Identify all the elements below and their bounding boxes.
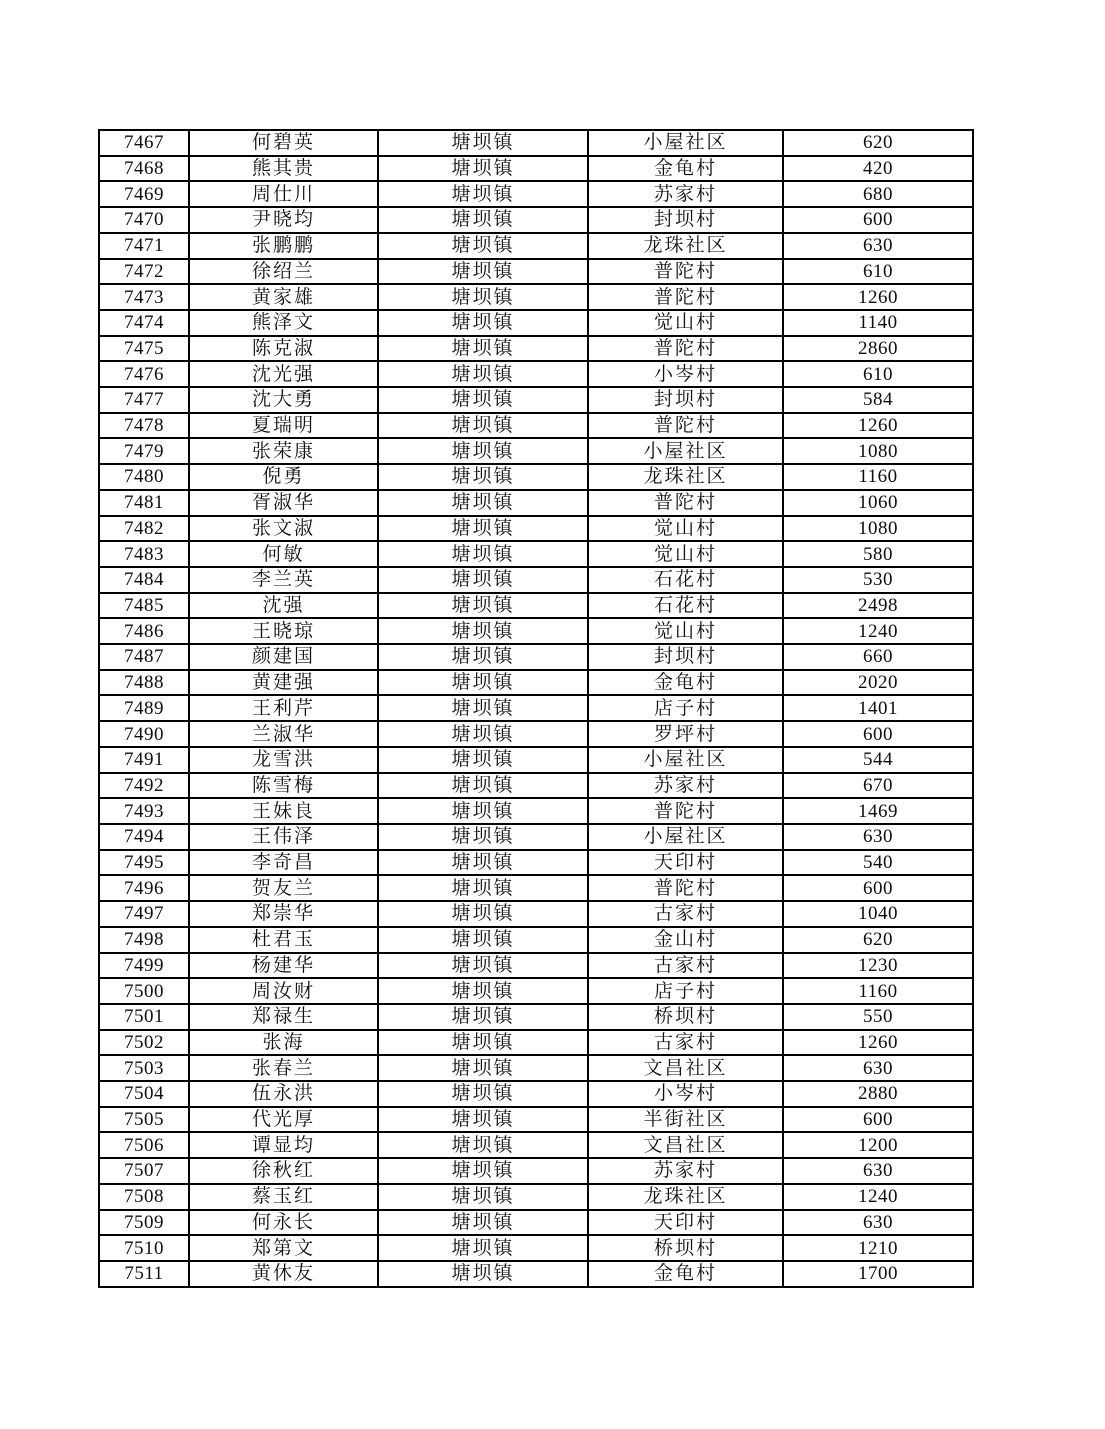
cell-amount: 670: [783, 773, 973, 799]
cell-town: 塘坝镇: [378, 541, 588, 567]
cell-town: 塘坝镇: [378, 1107, 588, 1133]
cell-town: 塘坝镇: [378, 207, 588, 233]
cell-town: 塘坝镇: [378, 130, 588, 156]
cell-amount: 1210: [783, 1235, 973, 1261]
cell-amount: 1700: [783, 1261, 973, 1287]
cell-amount: 584: [783, 387, 973, 413]
cell-name: 王妹良: [189, 798, 378, 824]
cell-village: 石花村: [588, 567, 783, 593]
cell-town: 塘坝镇: [378, 875, 588, 901]
cell-amount: 580: [783, 541, 973, 567]
cell-name: 何敏: [189, 541, 378, 567]
cell-name: 龙雪洪: [189, 747, 378, 773]
cell-serial: 7488: [99, 670, 189, 696]
table-row: [99, 1081, 973, 1107]
table-row: [99, 978, 973, 1004]
cell-town: 塘坝镇: [378, 1081, 588, 1107]
cell-name: 张春兰: [189, 1055, 378, 1081]
cell-name: 伍永洪: [189, 1081, 378, 1107]
cell-name: 何永长: [189, 1210, 378, 1236]
cell-name: 夏瑞明: [189, 413, 378, 439]
cell-name: 陈雪梅: [189, 773, 378, 799]
cell-village: 石花村: [588, 593, 783, 619]
table-row: [99, 824, 973, 850]
cell-name: 郑第文: [189, 1235, 378, 1261]
cell-village: 苏家村: [588, 773, 783, 799]
cell-amount: 1080: [783, 438, 973, 464]
cell-amount: 600: [783, 1107, 973, 1133]
cell-village: 桥坝村: [588, 1004, 783, 1030]
cell-amount: 1160: [783, 978, 973, 1004]
cell-amount: 2498: [783, 593, 973, 619]
cell-amount: 530: [783, 567, 973, 593]
cell-village: 半街社区: [588, 1107, 783, 1133]
cell-town: 塘坝镇: [378, 310, 588, 336]
cell-village: 觉山村: [588, 516, 783, 542]
cell-village: 封坝村: [588, 207, 783, 233]
cell-village: 罗坪村: [588, 721, 783, 747]
cell-serial: 7504: [99, 1081, 189, 1107]
table-row: [99, 156, 973, 182]
cell-serial: 7495: [99, 850, 189, 876]
cell-town: 塘坝镇: [378, 978, 588, 1004]
cell-town: 塘坝镇: [378, 284, 588, 310]
cell-village: 觉山村: [588, 618, 783, 644]
cell-amount: 1060: [783, 490, 973, 516]
table-row: [99, 1132, 973, 1158]
cell-serial: 7472: [99, 259, 189, 285]
cell-village: 桥坝村: [588, 1235, 783, 1261]
cell-name: 徐绍兰: [189, 259, 378, 285]
table-row: [99, 875, 973, 901]
cell-serial: 7506: [99, 1132, 189, 1158]
cell-serial: 7507: [99, 1158, 189, 1184]
cell-serial: 7482: [99, 516, 189, 542]
cell-serial: 7473: [99, 284, 189, 310]
cell-serial: 7508: [99, 1184, 189, 1210]
cell-amount: 630: [783, 1158, 973, 1184]
cell-serial: 7477: [99, 387, 189, 413]
cell-amount: 1260: [783, 413, 973, 439]
cell-village: 普陀村: [588, 413, 783, 439]
cell-village: 苏家村: [588, 181, 783, 207]
table-row: [99, 464, 973, 490]
cell-amount: 660: [783, 644, 973, 670]
table-row: [99, 207, 973, 233]
cell-amount: 1160: [783, 464, 973, 490]
record-table-body: [99, 130, 973, 1287]
cell-name: 杨建华: [189, 953, 378, 979]
cell-name: 代光厚: [189, 1107, 378, 1133]
cell-serial: 7500: [99, 978, 189, 1004]
table-row: [99, 1055, 973, 1081]
cell-town: 塘坝镇: [378, 413, 588, 439]
cell-town: 塘坝镇: [378, 747, 588, 773]
cell-serial: 7475: [99, 336, 189, 362]
table-row: [99, 644, 973, 670]
cell-village: 封坝村: [588, 644, 783, 670]
table-row: [99, 438, 973, 464]
cell-town: 塘坝镇: [378, 490, 588, 516]
table-row: [99, 901, 973, 927]
cell-amount: 420: [783, 156, 973, 182]
table-row: [99, 1107, 973, 1133]
cell-village: 小屋社区: [588, 824, 783, 850]
cell-town: 塘坝镇: [378, 259, 588, 285]
cell-village: 店子村: [588, 978, 783, 1004]
cell-town: 塘坝镇: [378, 901, 588, 927]
table-row: [99, 747, 973, 773]
cell-village: 苏家村: [588, 1158, 783, 1184]
cell-amount: 1230: [783, 953, 973, 979]
cell-town: 塘坝镇: [378, 233, 588, 259]
cell-town: 塘坝镇: [378, 927, 588, 953]
cell-village: 小屋社区: [588, 747, 783, 773]
cell-town: 塘坝镇: [378, 773, 588, 799]
cell-name: 周汝财: [189, 978, 378, 1004]
cell-village: 金山村: [588, 927, 783, 953]
table-row: [99, 336, 973, 362]
table-row: [99, 1261, 973, 1287]
cell-town: 塘坝镇: [378, 361, 588, 387]
cell-name: 周仕川: [189, 181, 378, 207]
cell-name: 张文淑: [189, 516, 378, 542]
cell-village: 文昌社区: [588, 1132, 783, 1158]
cell-serial: 7496: [99, 875, 189, 901]
cell-serial: 7494: [99, 824, 189, 850]
cell-amount: 1260: [783, 284, 973, 310]
table-row: [99, 1004, 973, 1030]
cell-serial: 7469: [99, 181, 189, 207]
cell-name: 兰淑华: [189, 721, 378, 747]
cell-village: 龙珠社区: [588, 1184, 783, 1210]
cell-name: 张海: [189, 1030, 378, 1056]
cell-town: 塘坝镇: [378, 516, 588, 542]
cell-village: 文昌社区: [588, 1055, 783, 1081]
cell-name: 张鹏鹏: [189, 233, 378, 259]
cell-village: 普陀村: [588, 284, 783, 310]
table-row: [99, 695, 973, 721]
table-row: [99, 1030, 973, 1056]
cell-town: 塘坝镇: [378, 1132, 588, 1158]
cell-village: 龙珠社区: [588, 464, 783, 490]
cell-amount: 540: [783, 850, 973, 876]
cell-village: 小岑村: [588, 361, 783, 387]
cell-town: 塘坝镇: [378, 593, 588, 619]
table-row: [99, 541, 973, 567]
cell-town: 塘坝镇: [378, 1235, 588, 1261]
table-row: [99, 310, 973, 336]
cell-town: 塘坝镇: [378, 1055, 588, 1081]
cell-town: 塘坝镇: [378, 1184, 588, 1210]
cell-town: 塘坝镇: [378, 721, 588, 747]
cell-serial: 7474: [99, 310, 189, 336]
cell-name: 熊其贵: [189, 156, 378, 182]
table-row: [99, 516, 973, 542]
cell-amount: 680: [783, 181, 973, 207]
cell-village: 普陀村: [588, 875, 783, 901]
cell-amount: 550: [783, 1004, 973, 1030]
table-row: [99, 773, 973, 799]
cell-village: 觉山村: [588, 541, 783, 567]
table-row: [99, 284, 973, 310]
cell-town: 塘坝镇: [378, 850, 588, 876]
cell-amount: 544: [783, 747, 973, 773]
cell-name: 李奇昌: [189, 850, 378, 876]
cell-name: 何碧英: [189, 130, 378, 156]
cell-name: 尹晓均: [189, 207, 378, 233]
cell-amount: 1260: [783, 1030, 973, 1056]
cell-serial: 7468: [99, 156, 189, 182]
cell-serial: 7470: [99, 207, 189, 233]
beneficiary-record-table: [98, 129, 974, 1288]
cell-town: 塘坝镇: [378, 336, 588, 362]
table-row: [99, 1235, 973, 1261]
cell-serial: 7509: [99, 1210, 189, 1236]
cell-amount: 1469: [783, 798, 973, 824]
cell-name: 李兰英: [189, 567, 378, 593]
cell-town: 塘坝镇: [378, 464, 588, 490]
table-row: [99, 567, 973, 593]
cell-serial: 7493: [99, 798, 189, 824]
cell-amount: 1240: [783, 618, 973, 644]
table-row: [99, 850, 973, 876]
cell-village: 普陀村: [588, 490, 783, 516]
cell-amount: 600: [783, 721, 973, 747]
cell-amount: 1080: [783, 516, 973, 542]
table-row: [99, 927, 973, 953]
cell-village: 封坝村: [588, 387, 783, 413]
cell-amount: 1040: [783, 901, 973, 927]
cell-amount: 2880: [783, 1081, 973, 1107]
cell-serial: 7491: [99, 747, 189, 773]
table-row: [99, 233, 973, 259]
cell-serial: 7505: [99, 1107, 189, 1133]
table-row: [99, 721, 973, 747]
cell-town: 塘坝镇: [378, 387, 588, 413]
cell-amount: 1200: [783, 1132, 973, 1158]
cell-name: 郑禄生: [189, 1004, 378, 1030]
cell-serial: 7483: [99, 541, 189, 567]
cell-town: 塘坝镇: [378, 953, 588, 979]
cell-name: 谭显均: [189, 1132, 378, 1158]
cell-town: 塘坝镇: [378, 1004, 588, 1030]
cell-name: 倪勇: [189, 464, 378, 490]
table-row: [99, 490, 973, 516]
cell-serial: 7489: [99, 695, 189, 721]
cell-amount: 630: [783, 1055, 973, 1081]
cell-village: 天印村: [588, 850, 783, 876]
cell-serial: 7511: [99, 1261, 189, 1287]
cell-serial: 7486: [99, 618, 189, 644]
table-row: [99, 670, 973, 696]
table-row: [99, 618, 973, 644]
cell-village: 龙珠社区: [588, 233, 783, 259]
cell-amount: 610: [783, 259, 973, 285]
cell-name: 黄休友: [189, 1261, 378, 1287]
cell-village: 店子村: [588, 695, 783, 721]
table-row: [99, 1158, 973, 1184]
cell-name: 沈大勇: [189, 387, 378, 413]
table-row: [99, 953, 973, 979]
cell-town: 塘坝镇: [378, 824, 588, 850]
cell-serial: 7471: [99, 233, 189, 259]
table-row: [99, 413, 973, 439]
cell-name: 颜建国: [189, 644, 378, 670]
cell-serial: 7480: [99, 464, 189, 490]
cell-amount: 2020: [783, 670, 973, 696]
cell-name: 贺友兰: [189, 875, 378, 901]
cell-serial: 7487: [99, 644, 189, 670]
cell-village: 普陀村: [588, 336, 783, 362]
cell-amount: 600: [783, 875, 973, 901]
cell-village: 古家村: [588, 901, 783, 927]
cell-village: 金龟村: [588, 670, 783, 696]
cell-serial: 7497: [99, 901, 189, 927]
cell-serial: 7467: [99, 130, 189, 156]
cell-town: 塘坝镇: [378, 644, 588, 670]
table-row: [99, 361, 973, 387]
cell-town: 塘坝镇: [378, 1158, 588, 1184]
cell-serial: 7510: [99, 1235, 189, 1261]
cell-serial: 7478: [99, 413, 189, 439]
cell-serial: 7490: [99, 721, 189, 747]
cell-amount: 630: [783, 1210, 973, 1236]
cell-village: 小岑村: [588, 1081, 783, 1107]
cell-town: 塘坝镇: [378, 438, 588, 464]
cell-name: 沈强: [189, 593, 378, 619]
cell-amount: 610: [783, 361, 973, 387]
cell-town: 塘坝镇: [378, 695, 588, 721]
cell-amount: 2860: [783, 336, 973, 362]
cell-amount: 1240: [783, 1184, 973, 1210]
cell-serial: 7481: [99, 490, 189, 516]
cell-serial: 7499: [99, 953, 189, 979]
cell-town: 塘坝镇: [378, 1261, 588, 1287]
table-row: [99, 798, 973, 824]
cell-amount: 630: [783, 824, 973, 850]
cell-name: 黄家雄: [189, 284, 378, 310]
cell-amount: 1140: [783, 310, 973, 336]
cell-town: 塘坝镇: [378, 1210, 588, 1236]
cell-serial: 7502: [99, 1030, 189, 1056]
cell-name: 蔡玉红: [189, 1184, 378, 1210]
cell-amount: 620: [783, 130, 973, 156]
cell-serial: 7501: [99, 1004, 189, 1030]
cell-village: 觉山村: [588, 310, 783, 336]
cell-name: 杜君玉: [189, 927, 378, 953]
cell-serial: 7479: [99, 438, 189, 464]
cell-serial: 7484: [99, 567, 189, 593]
cell-serial: 7492: [99, 773, 189, 799]
table-row: [99, 130, 973, 156]
cell-serial: 7476: [99, 361, 189, 387]
cell-name: 王晓琼: [189, 618, 378, 644]
cell-village: 金龟村: [588, 156, 783, 182]
table-row: [99, 181, 973, 207]
cell-village: 普陀村: [588, 798, 783, 824]
cell-name: 王伟泽: [189, 824, 378, 850]
cell-name: 徐秋红: [189, 1158, 378, 1184]
cell-town: 塘坝镇: [378, 618, 588, 644]
cell-amount: 600: [783, 207, 973, 233]
cell-village: 古家村: [588, 953, 783, 979]
cell-town: 塘坝镇: [378, 567, 588, 593]
cell-amount: 1401: [783, 695, 973, 721]
cell-serial: 7498: [99, 927, 189, 953]
cell-village: 普陀村: [588, 259, 783, 285]
cell-amount: 620: [783, 927, 973, 953]
cell-name: 沈光强: [189, 361, 378, 387]
cell-village: 金龟村: [588, 1261, 783, 1287]
cell-town: 塘坝镇: [378, 798, 588, 824]
cell-town: 塘坝镇: [378, 1030, 588, 1056]
cell-name: 王利芹: [189, 695, 378, 721]
cell-town: 塘坝镇: [378, 181, 588, 207]
table-row: [99, 593, 973, 619]
cell-serial: 7503: [99, 1055, 189, 1081]
cell-village: 天印村: [588, 1210, 783, 1236]
table-row: [99, 259, 973, 285]
cell-village: 古家村: [588, 1030, 783, 1056]
cell-serial: 7485: [99, 593, 189, 619]
cell-name: 胥淑华: [189, 490, 378, 516]
table-row: [99, 1184, 973, 1210]
table-row: [99, 387, 973, 413]
cell-name: 熊泽文: [189, 310, 378, 336]
cell-town: 塘坝镇: [378, 156, 588, 182]
cell-village: 小屋社区: [588, 438, 783, 464]
cell-name: 张荣康: [189, 438, 378, 464]
cell-village: 小屋社区: [588, 130, 783, 156]
table-row: [99, 1210, 973, 1236]
cell-amount: 630: [783, 233, 973, 259]
cell-name: 郑崇华: [189, 901, 378, 927]
cell-town: 塘坝镇: [378, 670, 588, 696]
cell-name: 陈克淑: [189, 336, 378, 362]
cell-name: 黄建强: [189, 670, 378, 696]
